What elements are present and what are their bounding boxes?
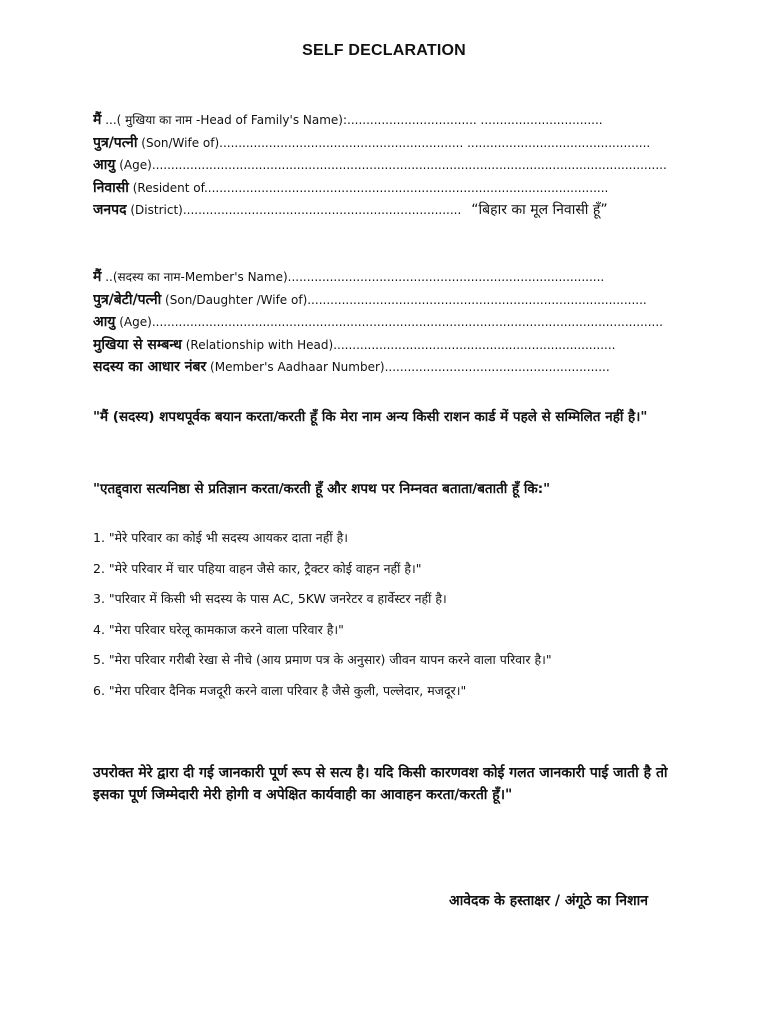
declaration-item: 4. "मेरा परिवार घरेलू कामकाज करने वाला परिवार है।" [93, 621, 344, 637]
head-of-family-section [93, 109, 673, 222]
head-relation-line [93, 132, 673, 155]
head-name-line [93, 109, 673, 132]
member-relation-field: (Son/Daughter /Wife of)......................................................................................... [161, 292, 647, 307]
member-relation-label: पुत्र/बेटी/पत्नी [93, 291, 162, 308]
head-district-field: (District)......................................................................... [126, 203, 462, 217]
head-relation-label: पुत्र/पत्नी [93, 134, 138, 151]
head-district-label: जनपद [93, 202, 127, 218]
member-section [93, 266, 673, 379]
head-district-line [93, 199, 673, 222]
member-name-label: मैं [93, 269, 102, 285]
document-title: SELF DECLARATION [302, 42, 466, 59]
head-name-label: मैं [93, 112, 102, 128]
member-aadhaar-label: सदस्य का आधार नंबर [93, 359, 207, 375]
head-resident-line [93, 177, 673, 200]
declaration-item: 2. "मेरे परिवार में चार पहिया वाहन जैसे कार, ट्रैक्टर कोई वाहन नहीं है।" [93, 560, 422, 576]
member-age-field: (Age)...................................................................................................................................... [115, 315, 663, 329]
head-age-label: आयु [93, 157, 116, 173]
affirmation-statement: "एतद्द्वारा सत्यनिष्ठा से प्रतिज्ञान करता/करती हूँ और शपथ पर निम्नवत बताता/बताती हूँ कि:" [93, 481, 551, 497]
head-resident-label: निवासी [93, 179, 129, 196]
member-name-field: ..(सदस्य का नाम-Member's Name)................................................................................... [101, 270, 605, 284]
head-relation-field: (Son/Wife of)................................................................ ................................................ [137, 135, 651, 150]
member-relationship-label: मुखिया से सम्बन्ध [93, 336, 182, 353]
head-age-line [93, 154, 673, 177]
oath-statement: "मैं (सदस्य) शपथपूर्वक बयान करता/करती हूँ कि मेरा नाम अन्य किसी राशन कार्ड में पहले से सम्मिलित नहीं है।" [93, 409, 648, 425]
signature-label: आवेदक के हस्ताक्षर / अंगूठे का निशान [448, 893, 648, 909]
member-relationship-line [93, 334, 673, 357]
declaration-item: 3. "परिवार में किसी भी सदस्य के पास AC, 5KW जनरेटर व हार्वेस्टर नहीं है। [93, 591, 447, 606]
declaration-item: 6. "मेरा परिवार दैनिक मजदूरी करने वाला परिवार है जैसे कुली, पल्लेदार, मजदूर।" [93, 682, 467, 698]
member-name-line [93, 266, 673, 289]
head-age-field: (Age)....................................................................................................................................... [115, 158, 667, 172]
member-relation-line [93, 289, 673, 312]
final-statement: उपरोक्त मेरे द्वारा दी गई जानकारी पूर्ण रूप से सत्य है। यदि किसी कारणवश कोई गलत जानकारी पाई जाती है तो इसका पूर्ण जिम्मेदारी मेरी होगी व अपेक्षित कार्यवाही का आवाहन करता/करती हूँ।" [93, 765, 668, 803]
declaration-list [93, 528, 693, 711]
native-resident-text: “बिहार का मूल निवासी हूँ” [471, 202, 608, 218]
declaration-item: 5. "मेरा परिवार गरीबी रेखा से नीचे (आय प्रमाण पत्र के अनुसार) जीवन यापन करने वाला परिवार है।" [93, 652, 552, 667]
member-age-label: आयु [93, 314, 116, 330]
head-resident-field: (Resident of.......................................................................................................... [128, 180, 609, 195]
member-age-line [93, 311, 673, 334]
member-relationship-field: (Relationship with Head).......................................................................... [181, 337, 616, 352]
member-aadhaar-line [93, 356, 673, 379]
head-name-field: ...( मुखिया का नाम -Head of Family's Name):.................................. ................................ [101, 113, 603, 127]
declaration-item: 1. "मेरे परिवार का कोई भी सदस्य आयकर दाता नहीं है। [93, 530, 348, 545]
member-aadhaar-field: (Member's Aadhaar Number)........................................................... [206, 360, 610, 374]
